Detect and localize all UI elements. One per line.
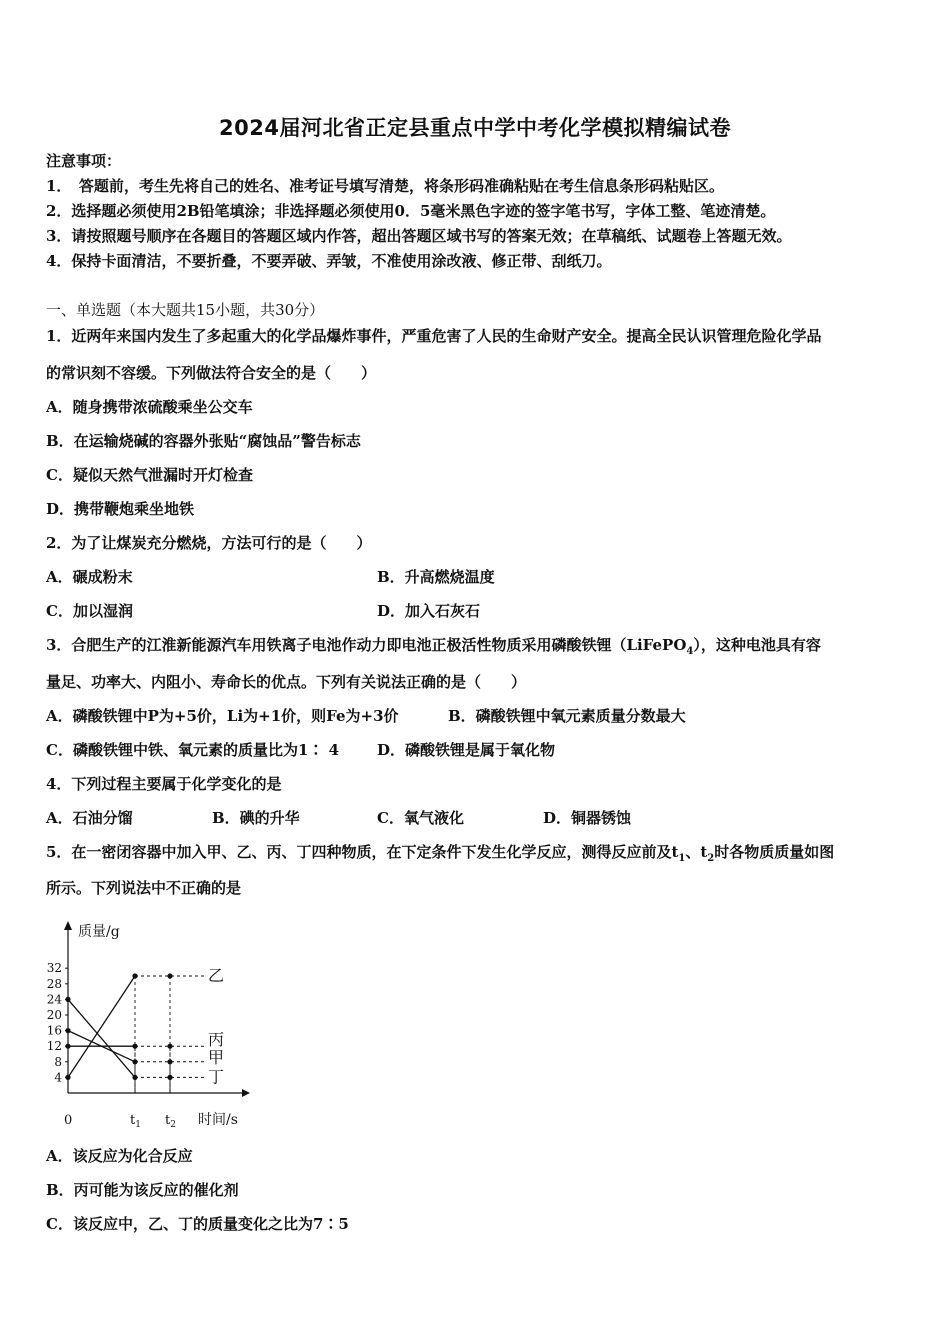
series-point-甲-0 bbox=[65, 1028, 70, 1033]
series-point-丙-1 bbox=[132, 1044, 137, 1049]
y-tick-label-20: 20 bbox=[46, 1008, 62, 1022]
q5-option-b: B．丙可能为该反应的催化剂 bbox=[46, 1181, 239, 1199]
q4-option-a: A．石油分馏 bbox=[46, 809, 133, 827]
q5-t2-subscript: 2 bbox=[707, 853, 715, 864]
q3-stem-line2: 量足、功率大、内阻小、寿命长的优点。下列有关说法正确的是（ ） bbox=[46, 673, 527, 691]
q2-option-c: C．加以湿润 bbox=[46, 602, 133, 620]
q3-stem-line1-text: 3．合肥生产的江淮新能源汽车用铁离子电池作动力即电池正极活性物质采用磷酸铁锂（LiFePO bbox=[46, 636, 687, 654]
series-point-甲-1 bbox=[132, 1059, 137, 1064]
q2-option-d: D．加入石灰石 bbox=[377, 602, 481, 620]
series-point-丁-1 bbox=[132, 1075, 137, 1080]
y-tick-label-28: 28 bbox=[46, 976, 62, 991]
y-tick-label-4: 4 bbox=[54, 1070, 62, 1085]
series-line-丁 bbox=[68, 999, 135, 1077]
y-axis-label: 质量/g bbox=[78, 924, 120, 940]
x-tick-label-1: $t_2$ bbox=[165, 1113, 176, 1130]
notice-heading: 注意事项： bbox=[46, 152, 122, 170]
notice-item-2: 2．选择题必须使用2B铅笔填涂；非选择题必须使用0．5毫米黑色字迹的签字笔书写，字体工整、笔迹清楚。 bbox=[46, 202, 776, 220]
q5-stem-line1-text: 5．在一密闭容器中加入甲、乙、丙、丁四种物质，在下定条件下发生化学反应，测得反应前及t bbox=[46, 843, 679, 861]
q5-option-a: A．该反应为化合反应 bbox=[46, 1147, 193, 1165]
y-tick-label-16: 16 bbox=[46, 1023, 62, 1038]
q5-option-c: C．该反应中，乙、丁的质量变化之比为7∶5 bbox=[46, 1215, 349, 1233]
q4-stem: 4．下列过程主要属于化学变化的是 bbox=[46, 775, 282, 793]
notice-item-1: 1． 答题前，考生先将自己的姓名、准考证号填写清楚，将条形码准确粘贴在考生信息条形码粘贴区。 bbox=[46, 177, 724, 195]
q1-option-d: D．携带鞭炮乘坐地铁 bbox=[46, 500, 195, 518]
q3-stem-line1 bbox=[46, 635, 821, 662]
notice-item-3: 3．请按照题号顺序在各题目的答题区域内作答，超出答题区域书写的答案无效；在草稿纸、试题卷上答题无效。 bbox=[46, 227, 792, 245]
section-heading: 一、单选题（本大题共15小题，共30分） bbox=[46, 301, 325, 319]
series-point-丙-2 bbox=[167, 1044, 172, 1049]
y-tick-label-24: 24 bbox=[46, 992, 62, 1007]
q3-option-b: B．磷酸铁锂中氧元素质量分数最大 bbox=[448, 707, 686, 725]
q4-option-c: C．氧气液化 bbox=[377, 809, 464, 827]
q3-option-d: D．磷酸铁锂是属于氧化物 bbox=[377, 741, 556, 759]
series-point-丙-0 bbox=[65, 1044, 70, 1049]
series-point-丁-2 bbox=[167, 1075, 172, 1080]
q1-option-a: A．随身携带浓硫酸乘坐公交车 bbox=[46, 398, 253, 416]
q5-stem-line2: 所示。下列说法中不正确的是 bbox=[46, 879, 242, 897]
q1-stem-line2: 的常识刻不容缓。下列做法符合安全的是（ ） bbox=[46, 364, 377, 382]
q3-stem-line1-tail: ），这种电池具有容 bbox=[693, 636, 821, 654]
q2-option-b: B．升高燃烧温度 bbox=[377, 568, 495, 586]
y-axis-arrow bbox=[64, 921, 72, 930]
q5-stem-line1-tail: 时各物质质量如图 bbox=[714, 843, 835, 861]
chart-axes bbox=[47, 921, 250, 1130]
q5-t1-subscript: 1 bbox=[678, 853, 686, 864]
x-axis-label: 时间/s bbox=[198, 1112, 238, 1128]
x-tick-label-0: $t_1$ bbox=[130, 1113, 141, 1130]
q4-option-d: D．铜器锈蚀 bbox=[543, 809, 632, 827]
q3-option-a: A．磷酸铁锂中P为+5价，Li为+1价，则Fe为+3价 bbox=[46, 707, 399, 725]
q3-formula-subscript: 4 bbox=[686, 646, 694, 657]
origin-label: 0 bbox=[64, 1113, 73, 1128]
series-point-甲-2 bbox=[167, 1059, 172, 1064]
q5-stem-line1-mid: 、t bbox=[685, 843, 708, 861]
mass-time-chart bbox=[30, 910, 270, 1135]
series-label-甲: 甲 bbox=[208, 1047, 225, 1067]
q1-option-b: B．在运输烧碱的容器外张贴“腐蚀品”警告标志 bbox=[46, 432, 361, 450]
exam-title: 2024届河北省正定县重点中学中考化学模拟精编试卷 bbox=[219, 116, 731, 140]
q2-option-a: A．碾成粉末 bbox=[46, 568, 133, 586]
series-point-乙-1 bbox=[132, 973, 137, 978]
series-line-乙 bbox=[68, 976, 135, 1077]
y-tick-label-32: 32 bbox=[46, 961, 62, 976]
q3-option-c: C．磷酸铁锂中铁、氧元素的质量比为1∶ 4 bbox=[46, 741, 340, 759]
series-point-乙-0 bbox=[65, 1075, 70, 1080]
x-axis-arrow bbox=[242, 1089, 250, 1097]
y-tick-label-8: 8 bbox=[54, 1054, 62, 1069]
q1-stem-line1: 1．近两年来国内发生了多起重大的化学品爆炸事件，严重危害了人民的生命财产安全。提高全民认识管理危险化学品 bbox=[46, 327, 822, 345]
q2-stem: 2．为了让煤炭充分燃烧，方法可行的是（ ） bbox=[46, 534, 372, 552]
series-point-乙-2 bbox=[167, 973, 172, 978]
q1-option-c: C．疑似天然气泄漏时开灯检查 bbox=[46, 466, 253, 484]
notice-item-4: 4．保持卡面清洁，不要折叠，不要弄破、弄皱，不准使用涂改液、修正带、刮纸刀。 bbox=[46, 252, 612, 270]
q5-stem-line1 bbox=[46, 842, 834, 869]
series-point-丁-0 bbox=[65, 997, 70, 1002]
y-tick-label-12: 12 bbox=[46, 1039, 62, 1054]
chart-marks bbox=[65, 966, 224, 1093]
q4-option-b: B．碘的升华 bbox=[212, 809, 300, 827]
series-label-丁: 丁 bbox=[208, 1067, 225, 1087]
series-label-乙: 乙 bbox=[208, 966, 225, 985]
series-label-丙: 丙 bbox=[208, 1030, 225, 1050]
